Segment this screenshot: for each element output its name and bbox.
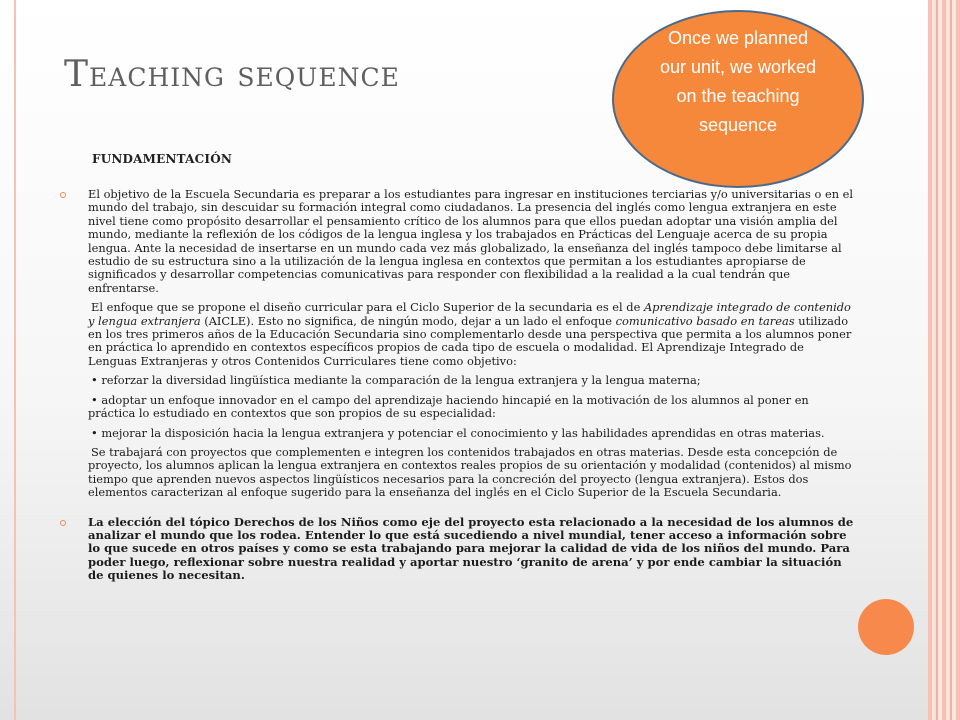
paragraph-enfoque-text-a: El enfoque que se propone el diseño curricular para el Ciclo Superior de la secundaria es el de bbox=[91, 300, 644, 315]
section-heading: FUNDAMENTACIÓN bbox=[92, 152, 233, 166]
paragraph-topico: La elección del tópico Derechos de los Niños como eje del proyecto esta relacionado a la necesidad de los alumnos de analizar el mundo que los rodea. Entender lo que está sucediendo a nivel mundial, tener acceso a información sobre lo que sucede en otros países y como se esta trabajando para mejorar la calidad de vida de los niños del mundo. Para poder luego, reflexionar sobre nuestra realidad y aportar nuestro ‘granito de arena’ y por ende cambiar la situación de quienes lo necesitan. bbox=[88, 514, 854, 583]
bullet-item-topico bbox=[60, 516, 856, 583]
bullet-item-fundamentacion bbox=[60, 188, 856, 500]
objective-item-1: • reforzar la diversidad lingüística mediante la comparación de la lengua extranjera y la lengua materna; bbox=[91, 373, 701, 388]
objective-item-2: • adoptar un enfoque innovador en el campo del aprendizaje haciendo hincapié en la motivación de los alumnos al poner en práctica lo estudiado en contextos que son propios de su especialidad: bbox=[88, 392, 809, 421]
paragraph-enfoque-em-2: comunicativo basado en tareas bbox=[615, 313, 795, 328]
paragraph-enfoque-text-b: (AICLE). Esto no significa, de ningún modo, dejar a un lado el enfoque bbox=[200, 313, 616, 328]
slide-title: Teaching sequence bbox=[64, 54, 400, 95]
callout-text: Once we planned our unit, we worked on the teaching sequence bbox=[659, 28, 817, 135]
bullet-marker bbox=[60, 192, 66, 198]
bullet-marker bbox=[60, 520, 66, 526]
slide-body bbox=[60, 188, 856, 589]
paragraph-enfoque-text-c: utilizado en los tres primeros años de la Educación Secundaria sino complementarlo desde una perspectiva que permita a los alumnos poner en práctica lo aprendido en contextos específicos propios de cada tipo de escuela o modalidad. El Aprendizaje Integrado de Lenguas Extranjeras y otros Contenidos Curriculares tiene como objetivo: bbox=[88, 313, 852, 368]
left-border-line bbox=[14, 0, 16, 720]
right-decorative-stripes bbox=[928, 0, 960, 720]
objective-item-3: • mejorar la disposición hacia la lengua extranjera y potenciar el conocimiento y las habilidades aprendidas en otras materias. bbox=[91, 425, 825, 440]
decorative-circle bbox=[858, 599, 914, 655]
paragraph-enfoque-em-1: Aprendizaje integrado de contenido y lengua extranjera bbox=[88, 300, 851, 328]
paragraph-objetivo: El objetivo de la Escuela Secundaria es preparar a los estudiantes para ingresar en instituciones terciarias y/o universitarias o en el mundo del trabajo, sin descuidar su formación integral como ciudadanos. La presencia del inglés como lengua extranjera en este nivel tiene como propósito desarrollar el pensamiento crítico de los alumnos para que ellos puedan adoptar una visión amplia del mundo, mediante la reflexión de los códigos de la lengua inglesa y los trabajados en Prácticas del Lenguaje acerca de su propia lengua. Ante la necesidad de insertarse en un mundo cada vez más globalizado, la enseñanza del inglés tampoco debe limitarse al estudio de su estructura sino a la utilización de la lengua inglesa en contextos que permitan a los estudiantes apropiarse de significados y desarrollar competencias comunicativas para responder con flexibilidad a la realidad a la cual tendrán que enfrentarse. bbox=[88, 187, 854, 295]
callout-oval bbox=[612, 10, 864, 188]
paragraph-enfoque bbox=[88, 301, 856, 368]
paragraph-proyectos: Se trabajará con proyectos que complementen e integren los contenidos trabajados en otras materias. Desde esta concepción de proyecto, los alumnos aplican la lengua extranjera en contextos reales propios de su orientación y modalidad (contenidos) al mismo tiempo que aprenden nuevos aspectos lingüísticos necesarios para la concreción del proyecto (lengua extranjera). Estos dos elementos caracterizan al enfoque sugerido para la enseñanza del inglés en el Ciclo Superior de la Escuela Secundaria. bbox=[88, 444, 852, 500]
